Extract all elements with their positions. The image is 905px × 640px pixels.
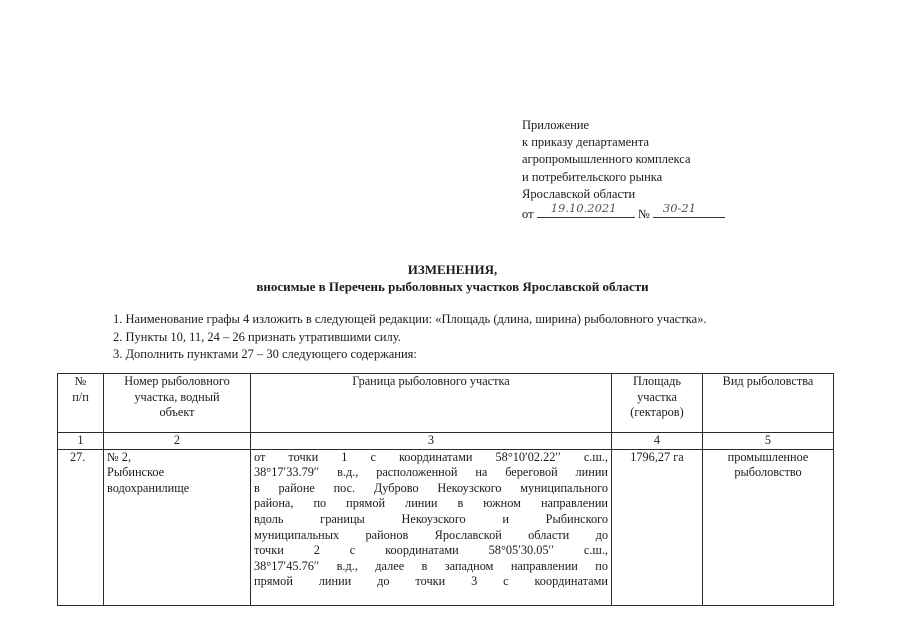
appendix-block <box>522 117 725 223</box>
appendix-line: и потребительского рынка <box>522 169 663 184</box>
row-kind: промышленное рыболовство <box>703 449 834 605</box>
appendix-line: агропромышленного комплекса <box>522 152 691 167</box>
colnum-3: 3 <box>251 433 612 450</box>
colnum-4: 4 <box>612 433 703 450</box>
header-boundary: Граница рыболовного участка <box>251 374 612 433</box>
table-colnum-row <box>58 433 834 450</box>
row-boundary: от точки 1 с координатами 58°10′02.22′′ с.ш., 38°17′33.79′′ в.д., расположенной на береговой линии в районе пос. Дуброво Некоузского муниципального района, по прямой линии в южном направлении вдоль границы Некоузского и Рыбинского муниципальных районов Ярославской области до точки 2 с координатами 58°05′30.05′′ с.ш., 38°17′45.76′′ в.д., далее в западном направлении по прямой линии до точки 3 с координатами <box>251 449 612 605</box>
document-title: ИЗМЕНЕНИЯ, <box>407 262 498 277</box>
table-header-row <box>58 374 834 433</box>
paragraph-1: 1. Наименование графы 4 изложить в следующей редакции: «Площадь (длина, ширина) рыболовного участка». <box>113 312 707 326</box>
row-num: 27. <box>58 449 104 605</box>
row-object: № 2, Рыбинское водохранилище <box>104 449 251 605</box>
colnum-2: 2 <box>104 433 251 450</box>
colnum-1: 1 <box>58 433 104 450</box>
date-handwritten: 19.10.2021 <box>550 200 617 215</box>
appendix-line: к приказу департамента <box>522 135 650 150</box>
date-prefix: от <box>522 207 534 222</box>
header-kind: Вид рыболовства <box>703 374 834 433</box>
header-object: Номер рыболовного участка, водный объект <box>104 374 251 433</box>
paragraph-2: 2. Пункты 10, 11, 24 – 26 признать утратившими силу. <box>113 330 401 344</box>
appendix-line: Приложение <box>522 118 590 132</box>
appendix-line: Ярославской области <box>522 186 636 201</box>
header-area: Площадь участка (гектаров) <box>612 374 703 433</box>
number-handwritten: 30-21 <box>662 200 697 215</box>
table-row <box>58 449 834 605</box>
colnum-5: 5 <box>703 433 834 450</box>
row-area: 1796,27 га <box>612 449 703 605</box>
appendix-date-line <box>522 200 725 223</box>
paragraph-3: 3. Дополнить пунктами 27 – 30 следующего содержания: <box>113 347 417 361</box>
fishing-areas-table <box>57 373 834 606</box>
number-field <box>653 200 725 218</box>
date-field <box>537 200 635 218</box>
document-subtitle: вносимые в Перечень рыболовных участков Ярославской области <box>256 279 649 294</box>
header-num: № п/п <box>58 374 104 433</box>
number-prefix: № <box>637 207 650 222</box>
